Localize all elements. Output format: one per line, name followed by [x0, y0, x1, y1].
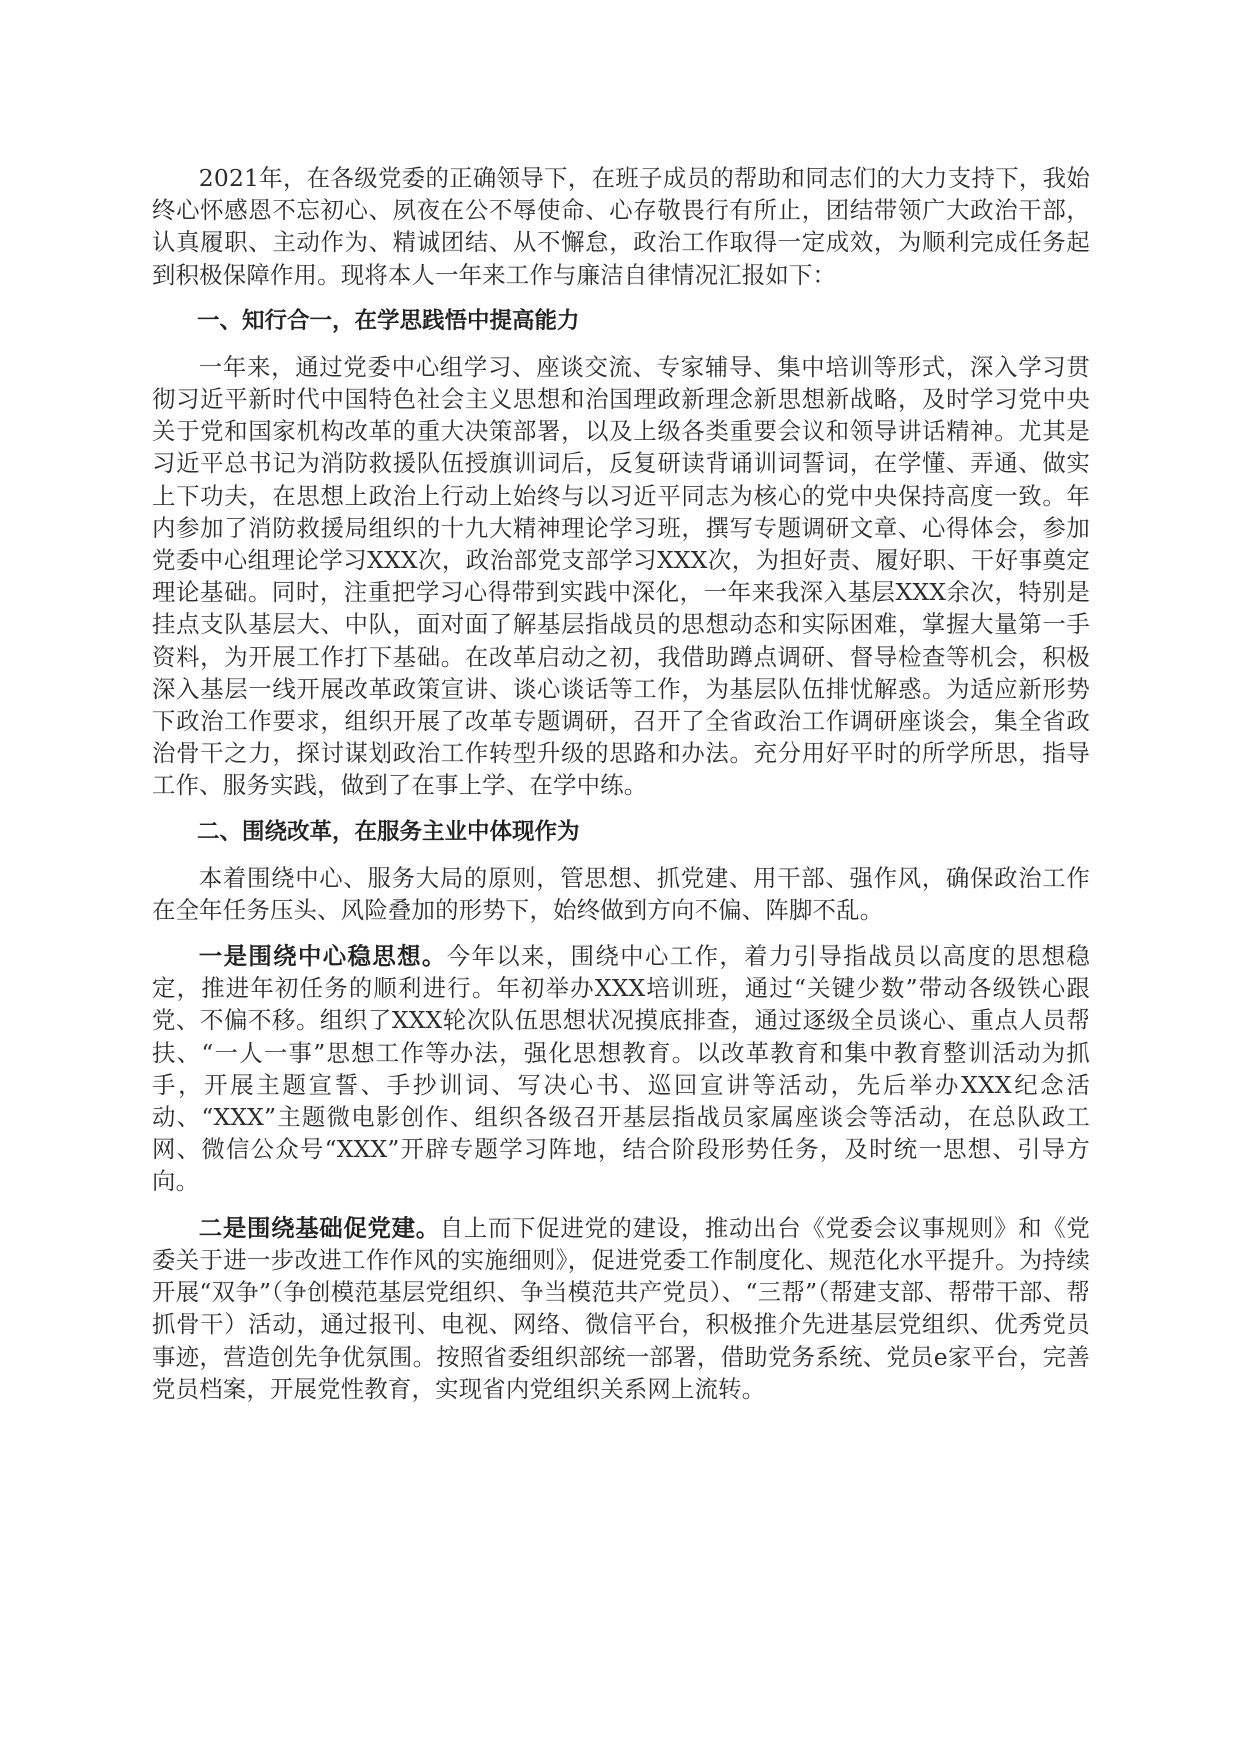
- item-text: 自上而下促进党的建设，推动出台《党委会议事规则》和《党委关于进一步改进工作作风的实施细则》，促进党委工作制度化、规范化水平提升。为持续开展“双争”（争创模范基层党组织、争当模范共产党员）、“三帮”（帮建支部、帮带干部、帮抓骨干）活动，通过报刊、电视、网络、微信平台，积极推介先进基层党组织、优秀党员事迹，营造创先争优氛围。按照省委组织部统一部署，借助党务系统、党员e家平台，完善党员档案，开展党性教育，实现省内党组织关系网上流转。: [152, 1213, 1091, 1403]
- body-paragraph: 本着围绕中心、服务大局的原则，管思想、抓党建、用干部、强作风，确保政治工作在全年任务压头、风险叠加的形势下，始终做到方向不偏、阵脚不乱。: [152, 863, 1090, 924]
- item-lead: 二是围绕基础促党建。: [198, 1213, 440, 1242]
- intro-paragraph: 2021年，在各级党委的正确领导下，在班子成员的帮助和同志们的大力支持下，我始终心怀感恩不忘初心、夙夜在公不辱使命、心存敬畏行有所止，团结带领广大政治干部，认真履职、主动作为、精诚团结、从不懈怠，政治工作取得一定成效，为顺利完成任务起到积极保障作用。现将本人一年来工作与廉洁自律情况汇报如下：: [152, 164, 1090, 289]
- list-item-paragraph: [152, 1212, 1090, 1405]
- section-heading: 二、围绕改革，在服务主业中体现作为: [197, 818, 580, 845]
- item-text: 今年以来，围绕中心工作，着力引导指战员以高度的思想稳定，推进年初任务的顺利进行。年初举办XXX培训班，通过“关键少数”带动各级铁心跟党、不偏不移。组织了XXX轮次队伍思想状况摸底排查，通过逐级全员谈心、重点人员帮扶、“一人一事”思想工作等办法，强化思想教育。以改革教育和集中教育整训活动为抓手，开展主题宣誓、手抄训词、写决心书、巡回宣讲等活动，先后举办XXX纪念活动、“XXX”主题微电影创作、组织各级召开基层指战员家属座谈会等活动，在总队政工网、微信公众号“XXX”开辟专题学习阵地，结合阶段形势任务，及时统一思想、引导方向。: [152, 942, 1090, 1196]
- section-1: [152, 305, 1090, 802]
- item-lead: 一是围绕中心稳思想。: [198, 942, 447, 971]
- section-heading: 一、知行合一，在学思践悟中提高能力: [197, 307, 580, 334]
- list-item-paragraph: [152, 940, 1090, 1198]
- section-2: [152, 816, 1090, 1405]
- document-page: [152, 162, 1090, 1419]
- body-paragraph: 一年来，通过党委中心组学习、座谈交流、专家辅导、集中培训等形式，深入学习贯彻习近平新时代中国特色社会主义思想和治国理政新理念新思想新战略，及时学习党中央关于党和国家机构改革的重大决策部署，以及上级各类重要会议和领导讲话精神。尤其是习近平总书记为消防救援队伍授旗训词后，反复研读背诵训词誓词，在学懂、弄通、做实上下功夫，在思想上政治上行动上始终与以习近平同志为核心的党中央保持高度一致。年内参加了消防救援局组织的十九大精神理论学习班，撰写专题调研文章、心得体会，参加党委中心组理论学习XXX次，政治部党支部学习XXX次，为担好责、履好职、干好事奠定理论基础。同时，注重把学习心得带到实践中深化，一年来我深入基层XXX余次，特别是挂点支队基层大、中队，面对面了解基层指战员的思想动态和实际困难，掌握大量第一手资料，为开展工作打下基础。在改革启动之初，我借助蹲点调研、督导检查等机会，积极深入基层一线开展改革政策宣讲、谈心谈话等工作，为基层队伍排忧解惑。为适应新形势下政治工作要求，组织开展了改革专题调研，召开了全省政治工作调研座谈会，集全省政治骨干之力，探讨谋划政治工作转型升级的思路和办法。充分用好平时的所学所思，指导工作、服务实践，做到了在事上学、在学中练。: [152, 352, 1090, 800]
